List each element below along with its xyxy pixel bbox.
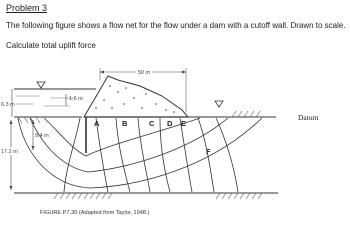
headwater-triangle-icon	[37, 82, 45, 88]
point-e-label: E	[181, 119, 187, 128]
dam-base-dimension-arrow-left	[100, 71, 104, 74]
ground-hatching-upstream	[18, 117, 40, 123]
impermeable-hatching	[54, 193, 262, 199]
equipotential-line-3	[116, 118, 130, 192]
datum-label: Datum	[298, 113, 319, 122]
flow-line-2	[30, 118, 228, 172]
equipotential-line-4	[138, 118, 150, 192]
ground-hatching-downstream	[232, 111, 260, 117]
problem-statement: The following figure shows a flow net for the flow under a dam with a cutoff wall. Drawn to scale.	[6, 21, 346, 30]
equipotential-line-8	[216, 118, 238, 192]
dam-base-dimension-arrow-right	[182, 71, 186, 74]
cutoff-depth-label: 9.4 m	[35, 133, 49, 139]
stratum-depth-arrow-top	[10, 120, 13, 124]
water-ripple-lines	[16, 96, 74, 106]
problem-question: Calculate total uplift force	[6, 41, 96, 50]
problem-title: Problem 3	[6, 3, 48, 13]
tailwater-triangle-icon	[215, 101, 223, 107]
dam-base-width-label: 50 m	[137, 70, 151, 76]
flow-lines	[18, 118, 262, 188]
equipotential-line-1	[64, 118, 80, 192]
headwater-depth-label: 6.3 m	[1, 102, 15, 108]
point-b-label: B	[122, 119, 128, 128]
cutoff-depth-arrow-bottom	[32, 146, 35, 150]
point-a-label: A	[94, 119, 100, 128]
freeboard-label: 1.6 m	[69, 96, 83, 102]
point-f-label: F	[206, 147, 211, 156]
point-c-label: C	[149, 119, 155, 128]
dam-body	[84, 76, 188, 117]
stratum-depth-label: 17.2 m	[1, 149, 18, 155]
point-d-label: D	[167, 119, 173, 128]
figure-caption: FIGURE P7.30 (Adapted from Taylor, 1948.)	[40, 210, 150, 216]
equipotential-line-2	[96, 118, 108, 192]
equipotential-line-6	[180, 118, 192, 192]
stratum-depth-arrow-bottom	[10, 186, 13, 190]
